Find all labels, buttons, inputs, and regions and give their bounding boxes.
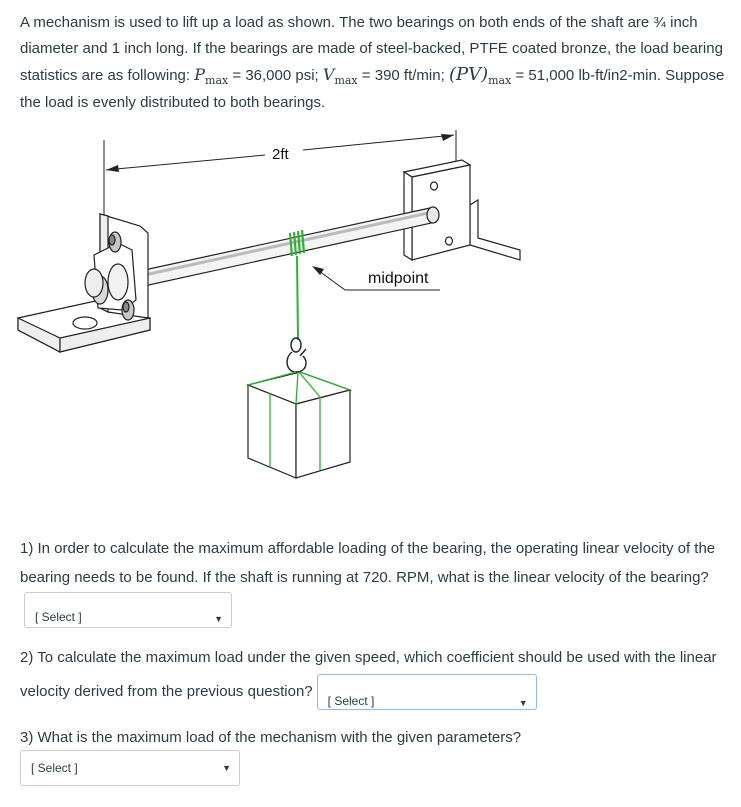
- p-max-value: = 36,000 psi;: [228, 67, 323, 84]
- question-2: [20, 641, 732, 710]
- chevron-down-icon: ▼: [518, 698, 528, 708]
- midpoint-label: midpoint: [368, 270, 429, 287]
- question-2-text: 2) To calculate the maximum load under the given speed, which coefficient should be used with the linear velocity derived from the previous question?: [20, 649, 717, 700]
- question-3-select[interactable]: [20, 750, 240, 786]
- chevron-down-icon: ▼: [214, 614, 223, 624]
- v-max-value: = 390 ft/min;: [357, 67, 449, 84]
- pv-max-symbol: (PV): [448, 64, 489, 85]
- question-2-select[interactable]: [317, 674, 537, 710]
- chevron-down-icon: ▼: [222, 763, 231, 773]
- question-3-select-label: [ Select ]: [31, 761, 78, 775]
- v-max-symbol: V: [322, 65, 335, 84]
- dimension-line: [104, 130, 456, 225]
- hook: [287, 338, 306, 372]
- dimension-arrow-left: [106, 165, 119, 172]
- question-1-text: 1) In order to calculate the maximum affordable loading of the bearing, the operating linear velocity of the bearing needs to be found. If the shaft is running at 720. RPM, what is the linear velocity of the bearing?: [20, 540, 716, 586]
- question-2-select-label: [ Select ]: [327, 694, 375, 708]
- dimension-arrow-right: [441, 134, 454, 141]
- lifting-rope: [297, 256, 298, 340]
- load-box: [248, 372, 350, 478]
- dimension-label: 2ft: [272, 146, 289, 163]
- p-max-subscript: max: [205, 74, 229, 87]
- v-max-subscript: max: [334, 74, 358, 87]
- question-1-select[interactable]: [24, 592, 232, 628]
- question-3-text: 3) What is the maximum load of the mechanism with the given parameters?: [20, 729, 522, 746]
- question-3: [20, 725, 732, 751]
- question-1: [20, 534, 732, 628]
- pv-max-value-and-note: = 51,000 lb-ft/in2-min. Suppose the load is evenly distributed to both bearings.: [20, 67, 725, 111]
- problem-intro-text: A mechanism is used to lift up a load as shown. The two bearings on both ends of the shaft are ¾ inch diameter and 1 inch long. If the bearings are made of steel-backed, PTFE coated bronze, the load bearing statistics are as following:: [20, 14, 723, 84]
- pv-max-subscript: max: [488, 74, 512, 87]
- question-1-select-label: [ Select ]: [35, 610, 82, 624]
- p-max-symbol: P: [194, 65, 206, 84]
